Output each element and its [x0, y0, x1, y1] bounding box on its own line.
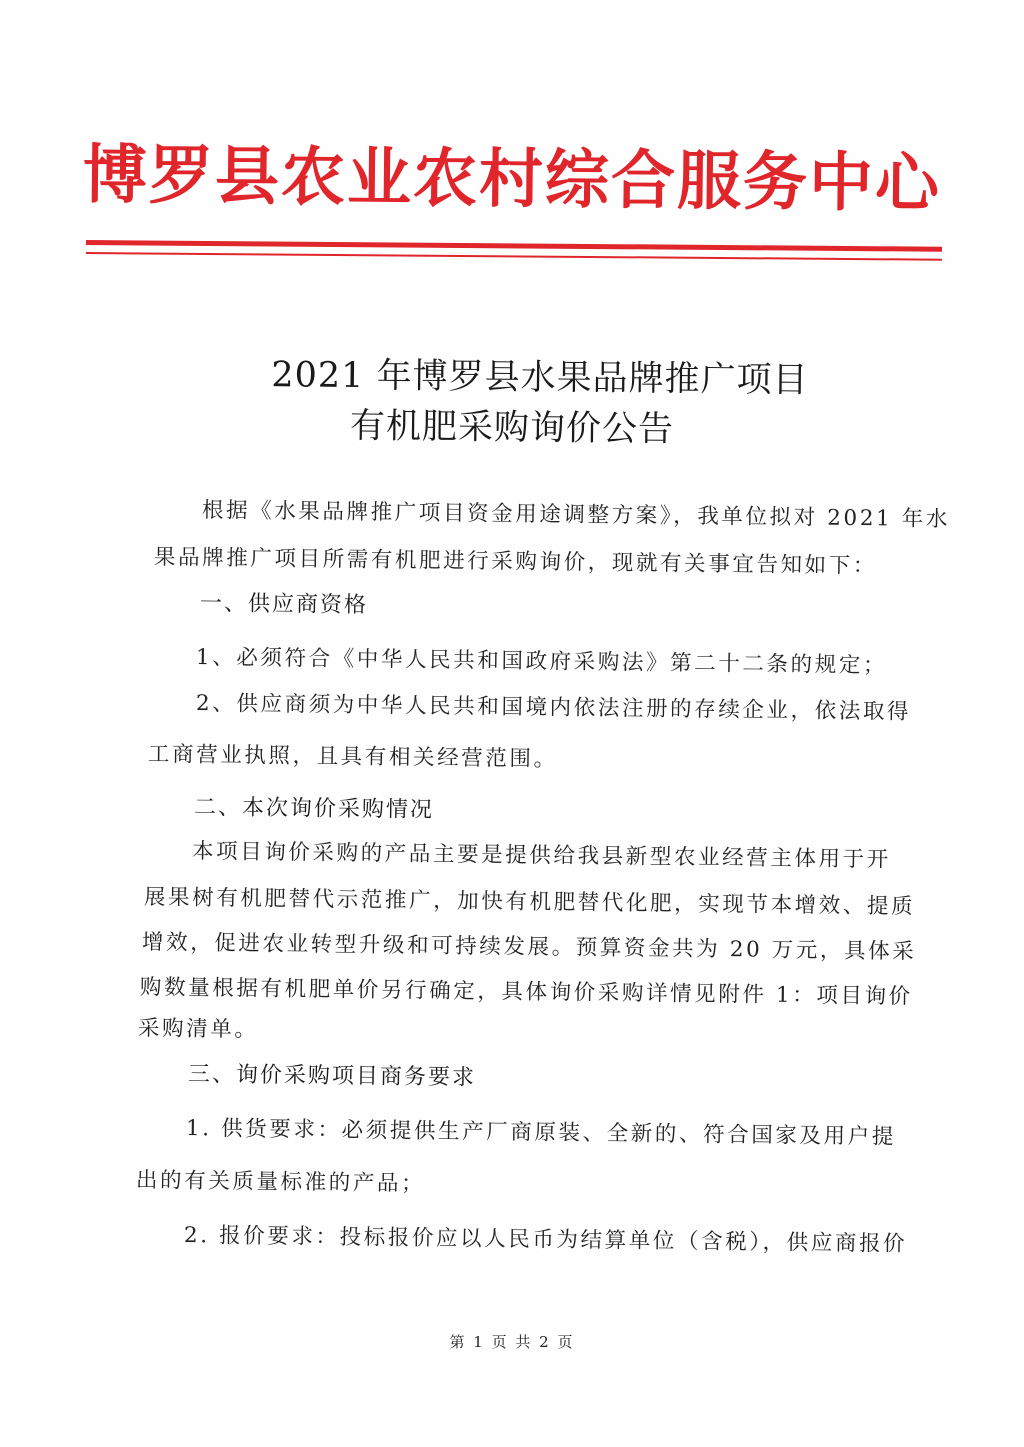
paragraph-line: 出的有关质量标准的产品； — [135, 1168, 426, 1197]
paragraph-line: 工商营业执照，且具有相关经营范围。 — [147, 742, 558, 773]
letterhead-divider-thin — [86, 252, 942, 260]
paragraph-line: 2. 报价要求：投标报价应以人民币为结算单位（含税），供应商报价 — [183, 1223, 908, 1257]
document-title-line-1: 2021 年博罗县水果品牌推广项目 — [271, 355, 809, 401]
paragraph-line: 1. 供货要求：必须提供生产厂商原装、全新的、符合国家及用户提 — [185, 1116, 897, 1150]
paragraph-line: 展果树有机肥替代示范推广，加快有机肥替代化肥，实现节本增效、提质 — [143, 885, 916, 920]
paragraph-line: 购数量根据有机肥单价另行确定，具体询价采购详情见附件 1：项目询价 — [139, 975, 913, 1010]
paragraph-line: 2、供应商须为中华人民共和国境内依法注册的存续企业，依法取得 — [195, 691, 912, 725]
paragraph-line: 本项目询价采购的产品主要是提供给我县新型农业经营主体用于开 — [191, 839, 891, 873]
paragraph-line: 增效，促进农业转型升级和可持续发展。预算资金共为 20 万元，具体采 — [141, 930, 917, 965]
document-title-line-2: 有机肥采购询价公告 — [349, 406, 675, 450]
section-heading-supplier-qualification: 一、供应商资格 — [199, 591, 369, 619]
section-heading-business-requirements: 三、询价采购项目商务要求 — [187, 1062, 477, 1091]
paragraph-line: 根据《水果品牌推广项目资金用途调整方案》，我单位拟对 2021 年水 — [201, 498, 951, 533]
page-indicator: 第 1 页 共 2 页 — [449, 1333, 575, 1351]
paragraph-line: 1、必须符合《中华人民共和国政府采购法》第二十二条的规定； — [195, 645, 888, 679]
organization-letterhead: 博罗县农业农村综合服务中心 — [82, 137, 942, 222]
paragraph-line: 采购清单。 — [137, 1016, 259, 1043]
paragraph-line: 果品牌推广项目所需有机肥进行采购询价，现就有关事宜告知如下： — [153, 545, 878, 579]
section-heading-procurement-situation: 二、本次询价采购情况 — [193, 795, 435, 823]
letterhead-divider-thick — [86, 240, 942, 252]
